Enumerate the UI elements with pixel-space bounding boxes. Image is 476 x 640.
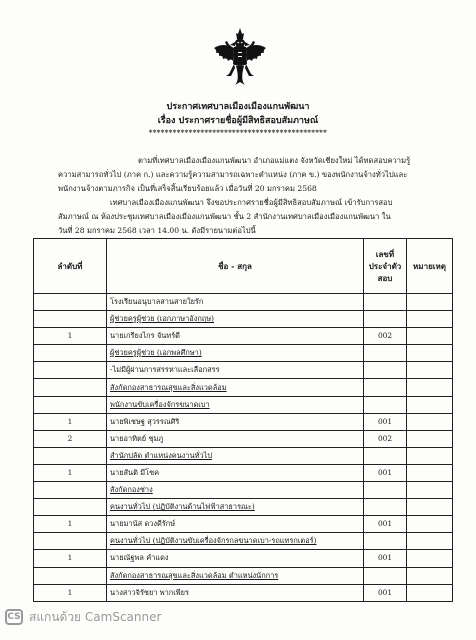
cell-remark [407, 413, 453, 430]
header-exam-number-line-1: เลขที่ [375, 249, 395, 259]
cell-exam-no [364, 379, 407, 396]
table-row [34, 482, 453, 499]
header-exam-number-line-2: ประจำตัว [368, 261, 402, 271]
cell-remark [407, 482, 453, 499]
cell-order [34, 499, 107, 516]
header-name: ชื่อ - สกุล [107, 239, 364, 294]
cell-exam-no: 001 [364, 413, 407, 430]
table-row [34, 499, 453, 516]
cell-exam-no [364, 396, 407, 413]
table-row [34, 413, 453, 430]
cell-name: นายพิเชษฐ สุวรรณศิริ [107, 413, 364, 430]
cell-exam-no [364, 311, 407, 328]
cell-order: 2 [34, 430, 107, 447]
paragraph-1-line-3: พนักงานจ้างตามภารกิจ เป็นที่เสร็จสิ้นเรียบร้อยแล้ว เมื่อวันที่ 20 มกราคม 2568 [58, 184, 317, 193]
cell-remark [407, 516, 453, 533]
cell-remark [407, 362, 453, 379]
cell-remark [407, 311, 453, 328]
cell-order: 1 [34, 516, 107, 533]
cell-name [107, 311, 364, 328]
cell-exam-no [364, 482, 407, 499]
section-heading-text: สำนักปลัด ตำแหน่งคนงานทั่วไป [110, 450, 213, 460]
cell-remark [407, 584, 453, 601]
cell-name: นางสาวจิรัชยา พากเพียร [107, 584, 364, 601]
table-row [34, 464, 453, 481]
table-row [34, 396, 453, 413]
table-row [34, 567, 453, 584]
table-row [34, 311, 453, 328]
table-row [34, 516, 453, 533]
table-row [34, 550, 453, 567]
cell-remark [407, 396, 453, 413]
header-exam-number [364, 239, 407, 294]
cell-name: นายสันติ มีโชค [107, 464, 364, 481]
cell-name [107, 396, 364, 413]
section-heading-text: สังกัดกองช่าง [110, 485, 153, 495]
cell-order [34, 311, 107, 328]
section-heading-text: สังกัดกองสาธารณสุขและสิ่งแวดล้อม ตำแหน่งนักการ [110, 570, 279, 580]
table-row [34, 430, 453, 447]
table-row [34, 379, 453, 396]
cell-exam-no: 001 [364, 584, 407, 601]
camscanner-logo-icon: CS [5, 609, 23, 625]
cell-name [107, 567, 364, 584]
cell-name [107, 379, 364, 396]
cell-name: โรงเรียนอนุบาลสานสายใยรัก [107, 294, 364, 311]
table-row [34, 584, 453, 601]
cell-remark [407, 379, 453, 396]
table-row [34, 345, 453, 362]
candidate-table [33, 238, 453, 602]
cell-order: 1 [34, 328, 107, 345]
section-heading-text: ผู้ช่วยครูผู้ช่วย (เอกภาษาอังกฤษ) [110, 314, 215, 324]
cell-remark [407, 499, 453, 516]
cell-remark [407, 328, 453, 345]
cell-order: 1 [34, 413, 107, 430]
cell-remark [407, 550, 453, 567]
cell-exam-no [364, 447, 407, 464]
scanner-watermark-text: สแกนด้วย CamScanner [29, 609, 162, 624]
table-row [34, 447, 453, 464]
cell-name [107, 499, 364, 516]
cell-remark [407, 533, 453, 550]
cell-order [34, 294, 107, 311]
cell-remark [407, 294, 453, 311]
star-divider: ********************************************* [148, 128, 328, 137]
cell-remark [407, 464, 453, 481]
cell-exam-no [364, 499, 407, 516]
cell-remark [407, 430, 453, 447]
cell-exam-no [364, 567, 407, 584]
cell-name: นายมานัส ดวงดีรักษ์ [107, 516, 364, 533]
cell-name [107, 482, 364, 499]
cell-order [34, 533, 107, 550]
table-row [34, 362, 453, 379]
cell-order [34, 345, 107, 362]
header-order: ลำดับที่ [34, 239, 107, 294]
paragraph-2-line-2: สัมภาษณ์ ณ ห้องประชุมเทศบาลเมืองเมืองแกนพัฒนา ชั้น 2 สำนักงานเทศบาลเมืองเมืองแกนพัฒนา ใน [58, 212, 391, 221]
cell-order: 1 [34, 464, 107, 481]
paragraph-2-line-1: เทศบาลเมืองเมืองแกนพัฒนา จึงขอประกาศรายชื่อผู้มีสิทธิสอบสัมภาษณ์ เข้ารับการสอบ [110, 198, 393, 207]
cell-exam-no [364, 345, 407, 362]
cell-order [34, 379, 107, 396]
cell-remark [407, 447, 453, 464]
cell-order [34, 362, 107, 379]
section-heading-text: สังกัดกองสาธารณสุขและสิ่งแวดล้อม [110, 382, 227, 392]
cell-name: -ไม่มีผู้ผ่านการสรรหาและเลือกสรร [107, 362, 364, 379]
section-heading-text: พนักงานขับเครื่องจักรขนาดเบา [110, 399, 210, 409]
section-heading-text: ผู้ช่วยครูผู้ช่วย (เอกพลศึกษา) [110, 348, 202, 358]
scanner-watermark [5, 606, 161, 628]
table-header-row [34, 239, 453, 294]
cell-name [107, 533, 364, 550]
cell-exam-no: 001 [364, 516, 407, 533]
cell-remark [407, 345, 453, 362]
cell-order [34, 482, 107, 499]
cell-order: 1 [34, 584, 107, 601]
cell-exam-no: 002 [364, 328, 407, 345]
cell-exam-no [364, 294, 407, 311]
cell-exam-no: 002 [364, 430, 407, 447]
cell-exam-no: 001 [364, 464, 407, 481]
table-row [34, 533, 453, 550]
cell-exam-no [364, 533, 407, 550]
cell-name [107, 447, 364, 464]
cell-name: นายณัฐพล คำแดง [107, 550, 364, 567]
section-heading-text: คนงานทั่วไป (ปฏิบัติงานด้านไฟฟ้าสาธารณะ) [110, 502, 255, 512]
garuda-emblem-icon [213, 28, 267, 86]
cell-order: 1 [34, 550, 107, 567]
table-row [34, 294, 453, 311]
cell-exam-no: 001 [364, 550, 407, 567]
cell-order [34, 396, 107, 413]
cell-name: นายอาทิตย์ ชุมภู [107, 430, 364, 447]
section-heading-text: คนงานทั่วไป (ปฏิบัติงานขับเครื่องจักรกลขนาดเบา-รถแทรกเตอร์) [110, 536, 317, 546]
cell-remark [407, 567, 453, 584]
paragraph-1-line-2: ความสามารถทั่วไป (ภาค ก.) และความรู้ความสามารถเฉพาะตำแหน่ง (ภาค ข.) ของพนักงานจ้างทั่วไปและ [58, 170, 408, 179]
paragraph-1-line-1: ตามที่เทศบาลเมืองเมืองแกนพัฒนา อำเภอแม่แตง จังหวัดเชียงใหม่ ได้ทดสอบความรู้ [138, 156, 411, 165]
announcement-subject: เรื่อง ประกาศรายชื่อผู้มีสิทธิสอบสัมภาษณ์ [157, 116, 319, 126]
header-remark: หมายเหตุ [407, 239, 453, 294]
cell-order [34, 447, 107, 464]
cell-exam-no [364, 362, 407, 379]
cell-order [34, 567, 107, 584]
table-row [34, 328, 453, 345]
cell-name: นายเกรียงไกร จันทร์ดี [107, 328, 364, 345]
paragraph-2-line-3: วันที่ 28 มกราคม 2568 เวลา 14.00 น. ดังมีรายนามต่อไปนี้ [58, 226, 256, 235]
header-exam-number-line-3: สอบ [377, 273, 393, 283]
announcement-title: ประกาศเทศบาลเมืองเมืองแกนพัฒนา [166, 102, 310, 112]
cell-name [107, 345, 364, 362]
